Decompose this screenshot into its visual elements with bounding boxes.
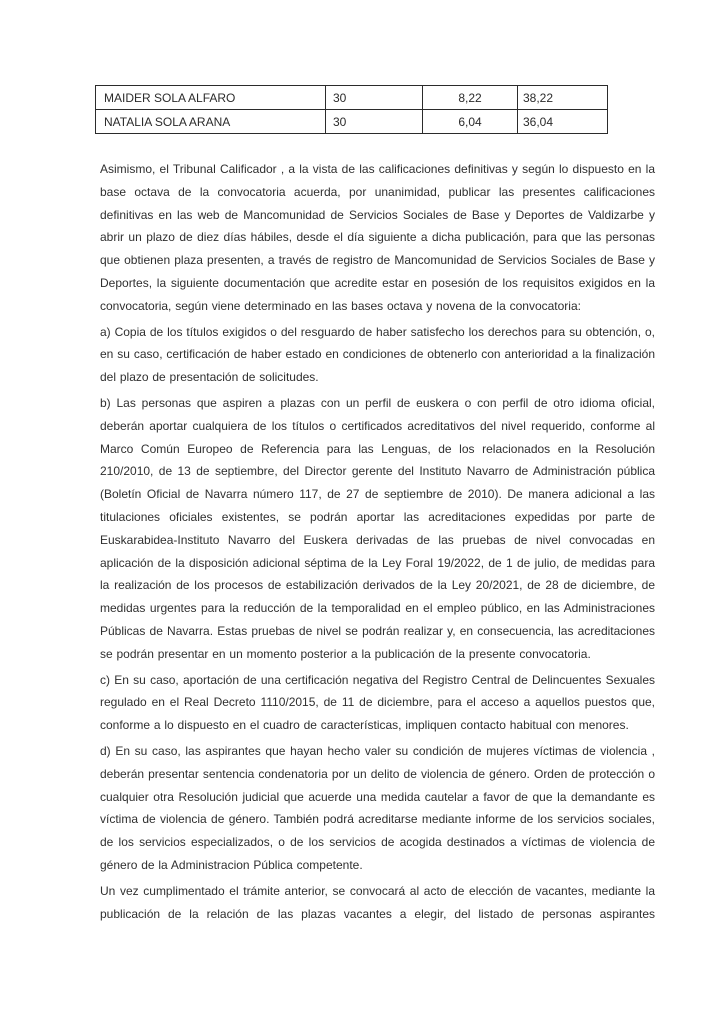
- table-row: [96, 86, 608, 110]
- paragraph: c) En su caso, aportación de una certificación negativa del Registro Central de Delincuentes Sexuales regulado en el Real Decreto 1110/2015, de 11 de diciembre, para el acceso a aquellos puestos que, conforme a lo dispuesto en el cuadro de características, impliquen contacto habitual con menores.: [100, 672, 655, 733]
- table-cell-score: 8,22: [423, 86, 518, 110]
- table-cell-points: 30: [326, 86, 423, 110]
- paragraph: Un vez cumplimentado el trámite anterior, se convocará al acto de elección de vacantes, mediante la publicación de la relación de las plazas vacantes a elegir, del listado de personas aspirantes: [100, 883, 655, 921]
- scores-table-body: [96, 86, 608, 134]
- table-cell-name: NATALIA SOLA ARANA: [96, 110, 326, 134]
- paragraph: b) Las personas que aspiren a plazas con un perfil de euskera o con perfil de otro idioma oficial, deberán aportar cualquiera de los títulos o certificados acreditativos del nivel requerido, conforme al Marco Común Europeo de Referencia para las Lenguas, de los relacionados en la Resolución 210/2010, de 13 de septiembre, del Director gerente del Instituto Navarro de Administración pública (Boletín Oficial de Navarra número 117, de 27 de septiembre de 2010). De manera adicional a las titulaciones oficiales existentes, se podrán aportar las acreditaciones expedidas por parte de Euskarabidea-Instituto Navarro del Euskera derivadas de las pruebas de nivel convocadas en aplicación de la disposición adicional séptima de la Ley Foral 19/2022, de 1 de julio, de medidas para la realización de los procesos de estabilización derivados de la Ley 20/2021, de 28 de diciembre, de medidas urgentes para la reducción de la temporalidad en el empleo público, en las Administraciones Públicas de Navarra. Estas pruebas de nivel se podrán realizar y, en consecuencia, las acreditaciones se podrán presentar en un momento posterior a la publicación de la presente convocatoria.: [100, 395, 655, 661]
- table-cell-points: 30: [326, 110, 423, 134]
- table-cell-name: MAIDER SOLA ALFARO: [96, 86, 326, 110]
- scores-table: [95, 85, 608, 134]
- paragraph: Asimismo, el Tribunal Calificador , a la vista de las calificaciones definitivas y según lo dispuesto en la base octava de la convocatoria acuerda, por unanimidad, publicar las presentes calificaciones definitivas en las web de Mancomunidad de Servicios Sociales de Base y Deportes de Valdizarbe y abrir un plazo de diez días hábiles, desde el día siguiente a dicha publicación, para que las personas que obtienen plaza presenten, a través de registro de Mancomunidad de Servicios Sociales de Base y Deportes, la siguiente documentación que acredite estar en posesión de los requisitos exigidos en la convocatoria, según viene determinado en las bases octava y novena de la convocatoria:: [100, 162, 655, 313]
- table-cell-total: 36,04: [518, 110, 608, 134]
- table-row: [96, 110, 608, 134]
- table-cell-score: 6,04: [423, 110, 518, 134]
- table-cell-total: 38,22: [518, 86, 608, 110]
- paragraph: a) Copia de los títulos exigidos o del resguardo de haber satisfecho los derechos para su obtención, o, en su caso, certificación de haber estado en condiciones de obtenerlo con anterioridad a la finalización del plazo de presentación de solicitudes.: [100, 324, 655, 385]
- document-body-text: [100, 158, 655, 925]
- paragraph: d) En su caso, las aspirantes que hayan hecho valer su condición de mujeres víctimas de violencia , deberán presentar sentencia condenatoria por un delito de violencia de género. Orden de protección o cualquier otra Resolución judicial que acuerde una medida cautelar a favor de que la demandante es víctima de violencia de género. También podrá acreditarse mediante informe de los servicios sociales, de los servicios especializados, o de los servicios de acogida destinados a víctimas de violencia de género de la Administracion Pública competente.: [100, 743, 655, 872]
